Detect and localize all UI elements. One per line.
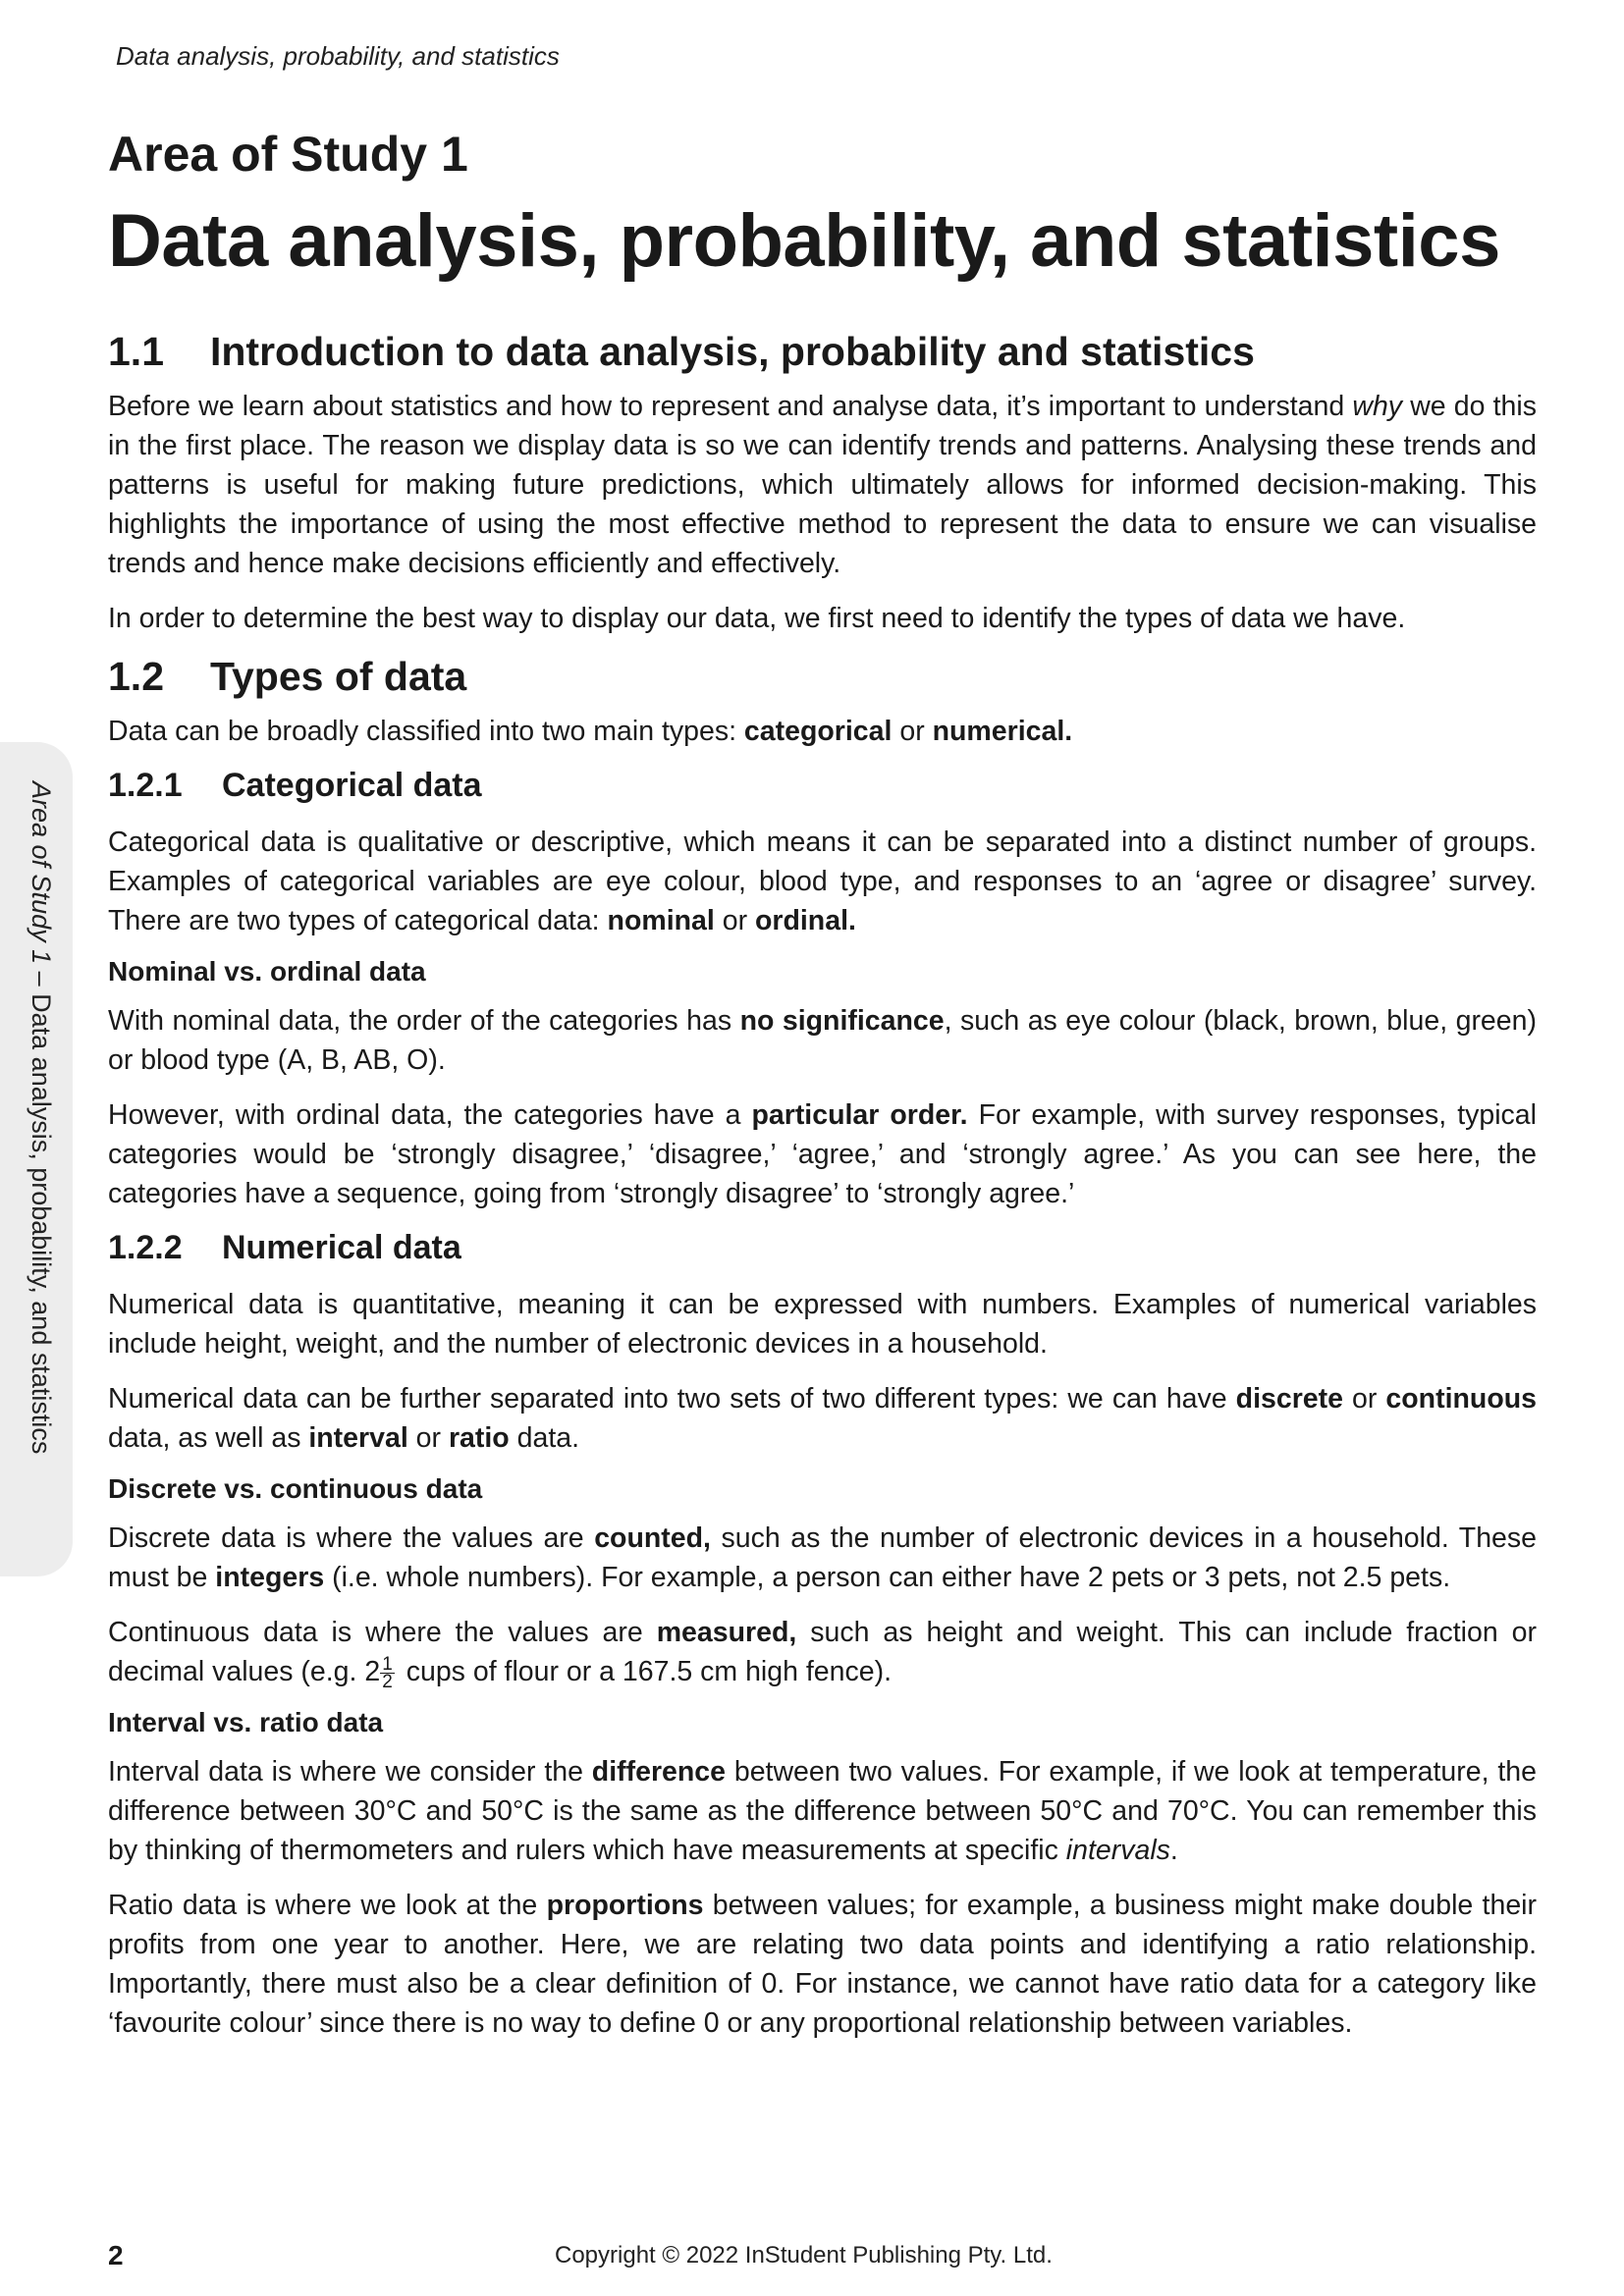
text-run: . — [1169, 1835, 1178, 1866]
paragraph: In order to determine the best way to display our data, we first need to identify the types of data we have. — [108, 603, 1406, 634]
minor-heading: Nominal vs. ordinal data — [108, 956, 426, 987]
paragraph — [108, 387, 1537, 583]
subsection-heading-1-2-1 — [108, 767, 1537, 805]
subsection-number: 1.2.2 — [108, 1229, 183, 1266]
text-run: such as the number of electronic devices in a household. These must be — [108, 1522, 1537, 1593]
bold-term: particular order. — [751, 1099, 968, 1131]
paragraph — [108, 1886, 1537, 2043]
text-run: Discrete data is where the values are — [108, 1522, 595, 1554]
paragraph — [108, 823, 1537, 940]
bold-term: interval — [308, 1422, 408, 1454]
text-run: between two values. For example, if we look at temperature, the difference between 30°C and 50°C is the same as the difference between 50°C and 70°C. You can remember this by thinking of thermometers and rulers which have measurements at specific — [108, 1756, 1537, 1866]
paragraph — [108, 1613, 1537, 1691]
copyright-notice: Copyright © 2022 InStudent Publishing Pty. Ltd. — [555, 2242, 1053, 2269]
side-tab-label — [22, 781, 61, 1547]
paragraph — [108, 1001, 1537, 1080]
text-run: For example, with survey responses, typical categories would be ‘strongly disagree,’ ‘disagree,’ ‘agree,’ and ‘strongly agree.’ As you can see here, the categories have a sequence, going from ‘strongly disagree’ to ‘strongly agree.’ — [108, 1099, 1537, 1209]
text-run: Before we learn about statistics and how to represent and analyse data, it’s important to understand — [108, 391, 1353, 422]
section-title: Types of data — [210, 654, 467, 699]
emphasis: intervals — [1065, 1835, 1170, 1866]
text-run: or — [407, 1422, 449, 1454]
bold-term: continuous — [1385, 1383, 1537, 1415]
text-run: However, with ordinal data, the categories have a — [108, 1099, 752, 1131]
page-title: Data analysis, probability, and statistics — [108, 199, 1500, 283]
bold-term: ordinal. — [754, 905, 856, 936]
paragraph — [108, 1379, 1537, 1458]
bold-term: proportions — [546, 1890, 704, 1921]
text-run: With nominal data, the order of the categories has — [108, 1005, 740, 1037]
text-run: Ratio data is where we look at the — [108, 1890, 547, 1921]
minor-heading: Discrete vs. continuous data — [108, 1473, 483, 1504]
paragraph — [108, 1752, 1537, 1870]
side-tab-rest: – Data analysis, probability, and statistics — [27, 964, 56, 1455]
text-run: Data can be broadly classified into two main types: — [108, 716, 744, 747]
section-title: Introduction to data analysis, probability and statistics — [210, 329, 1255, 374]
subsection-title: Categorical data — [222, 767, 482, 804]
minor-heading: Interval vs. ratio data — [108, 1707, 384, 1737]
text-run: or — [714, 905, 755, 936]
fraction — [380, 1653, 395, 1692]
text-run: (i.e. whole numbers). For example, a person can either have 2 pets or 3 pets, not 2.5 pets. — [324, 1562, 1451, 1593]
paragraph — [108, 712, 1537, 751]
subsection-title: Numerical data — [222, 1229, 461, 1266]
text-run: or — [892, 716, 933, 747]
text-run: between values; for example, a business might make double their profits from one year to another. Here, we are relating two data points and identifying a ratio relationship. Importantly, there must also be a clear definition of 0. For instance, we cannot have ratio data for a category like ‘favourite colour’ since there is no way to define 0 or any proportional relationship between variables. — [108, 1890, 1537, 2039]
area-title: Area of Study 1 — [108, 127, 468, 182]
text-run: Continuous data is where the values are — [108, 1617, 657, 1648]
text-run: data, as well as — [108, 1422, 309, 1454]
side-tab-area: Area of Study 1 — [27, 781, 56, 965]
text-run: such as height and weight. This can include fraction or decimal values (e.g. 2 — [108, 1617, 1537, 1687]
bold-term: no significance — [739, 1005, 945, 1037]
running-header: Data analysis, probability, and statistics — [116, 41, 560, 71]
page-content — [108, 126, 1537, 2058]
bold-term: integers — [215, 1562, 325, 1593]
text-run: Interval data is where we consider the — [108, 1756, 592, 1788]
bold-term: nominal — [607, 905, 715, 936]
bold-term: numerical. — [932, 716, 1073, 747]
emphasis: why — [1352, 391, 1403, 422]
paragraph — [108, 1519, 1537, 1597]
bold-term: difference — [591, 1756, 727, 1788]
text-run: , such as eye colour (black, brown, blue, green) or blood type (A, B, AB, O). — [108, 1005, 1537, 1076]
text-run: we do this in the first place. The reason we display data is so we can identify trends and patterns. Analysing these trends and patterns is useful for making future predictions, which ultimately allows for informed decision-making. This highlights the importance of using the most effective method to represent the data to ensure we can visualise trends and hence make decisions efficiently and effectively. — [108, 391, 1537, 579]
section-number: 1.1 — [108, 329, 164, 374]
page-number: 2 — [108, 2240, 124, 2270]
section-heading-1-2 — [108, 654, 1537, 700]
paragraph: Numerical data is quantitative, meaning it can be expressed with numbers. Examples of numerical variables include height, weight, and the number of electronic devices in a household. — [108, 1289, 1537, 1360]
bold-term: ratio — [448, 1422, 510, 1454]
text-run: Numerical data can be further separated into two sets of two different types: we can have — [108, 1383, 1236, 1415]
bold-term: categorical — [743, 716, 893, 747]
text-run: data. — [509, 1422, 580, 1454]
fraction-denominator: 2 — [382, 1671, 393, 1692]
bold-term: measured, — [656, 1617, 797, 1648]
text-run: or — [1342, 1383, 1386, 1415]
text-run: cups of flour or a 167.5 cm high fence). — [398, 1656, 892, 1687]
fraction-numerator: 1 — [382, 1653, 393, 1675]
subsection-number: 1.2.1 — [108, 767, 183, 804]
section-number: 1.2 — [108, 654, 164, 699]
bold-term: discrete — [1235, 1383, 1343, 1415]
paragraph — [108, 1095, 1537, 1213]
bold-term: counted, — [594, 1522, 711, 1554]
text-run: Categorical data is qualitative or descriptive, which means it can be separated into a distinct number of groups. Examples of categorical variables are eye colour, blood type, and responses to an ‘agree or disagree’ survey. There are two types of categorical data: — [108, 827, 1537, 936]
section-heading-1-1 — [108, 329, 1537, 375]
subsection-heading-1-2-2 — [108, 1229, 1537, 1267]
